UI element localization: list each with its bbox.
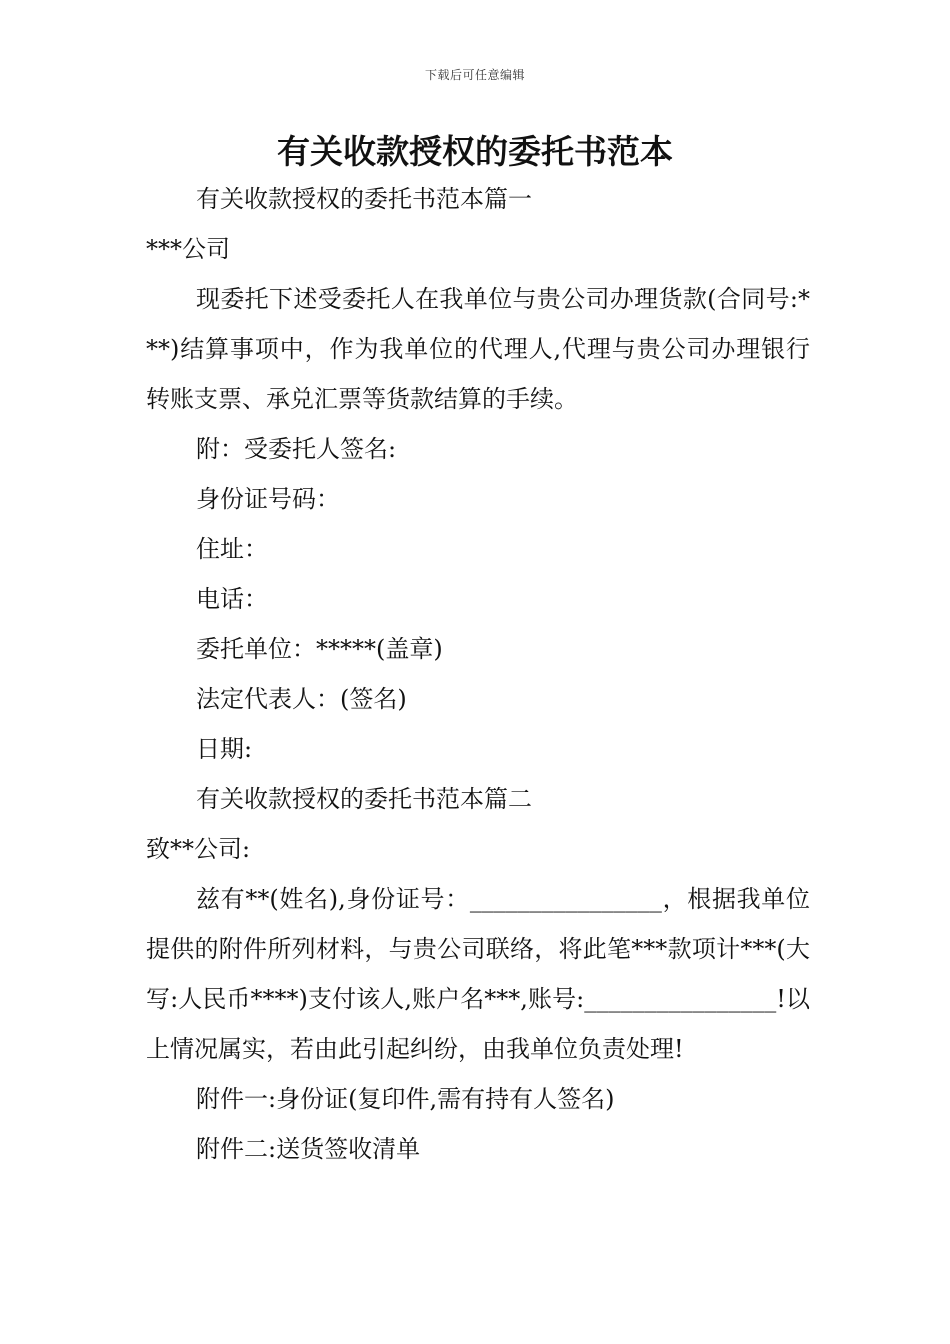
attachment-one-line: 附件一:身份证(复印件,需有持有人签名) bbox=[196, 1085, 615, 1113]
attachment-two-line: 附件二:送货签收清单 bbox=[196, 1135, 421, 1163]
phone-line: 电话： bbox=[196, 585, 268, 613]
document-body bbox=[146, 174, 810, 1174]
entrust-unit-line: 委托单位：*****(盖章) bbox=[196, 635, 443, 663]
document-title: 有关收款授权的委托书范本 bbox=[277, 132, 673, 171]
section1-heading: 有关收款授权的委托书范本篇一 bbox=[196, 185, 532, 213]
id-number-line: 身份证号码： bbox=[196, 485, 340, 513]
section2-addressee: 致**公司: bbox=[146, 835, 251, 863]
section2-heading: 有关收款授权的委托书范本篇二 bbox=[196, 785, 532, 813]
section2-body-paragraph: 兹有**(姓名),身份证号：________________，根据我单位提供的附件所列材料，与贵公司联络，将此笔***款项计***(大写:人民币****)支付该人,账户名***,账号:________________!以上情况属实，若由此引起纠纷，由我单位负责处理! bbox=[146, 885, 810, 1063]
header-note: 下载后可任意编辑 bbox=[424, 68, 525, 82]
legal-rep-line: 法定代表人：(签名) bbox=[196, 685, 407, 713]
attach-sign-line: 附：受委托人签名: bbox=[196, 435, 397, 463]
address-line: 住址： bbox=[196, 535, 268, 563]
section1-addressee: ***公司 bbox=[146, 235, 230, 263]
date-line: 日期: bbox=[196, 735, 253, 763]
section1-body-paragraph: 现委托下述受委托人在我单位与贵公司办理货款(合同号:***)结算事项中，作为我单位的代理人,代理与贵公司办理银行转账支票、承兑汇票等货款结算的手续。 bbox=[146, 285, 810, 413]
